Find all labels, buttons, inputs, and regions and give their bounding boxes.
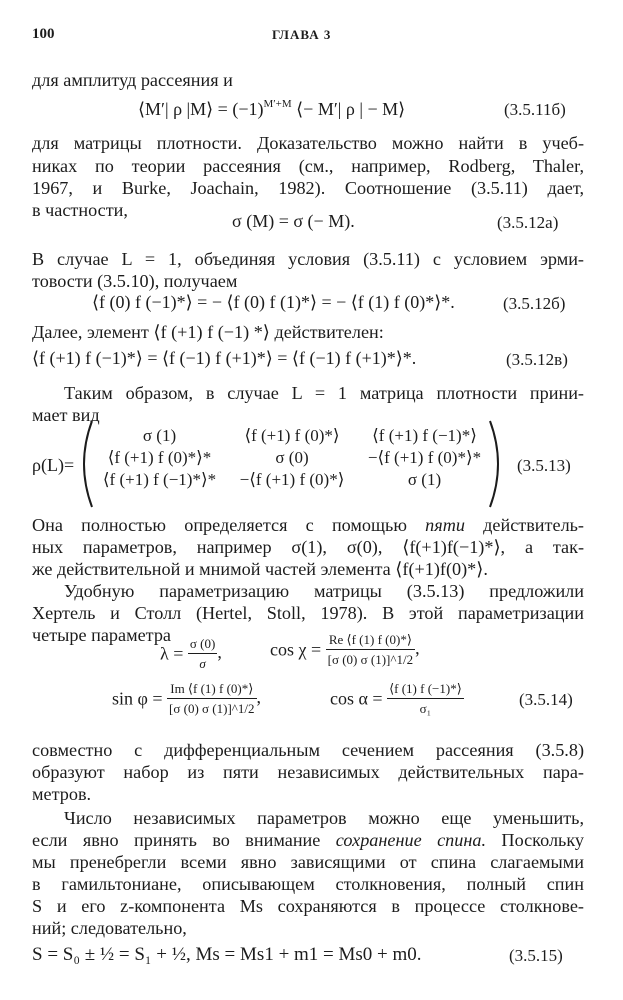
matrix-cell: ⟨f (+1) f (0)*⟩* (107, 448, 212, 467)
page-number: 100 (32, 26, 55, 42)
text-line: Таким образом, в случае L = 1 матрица плотности прини- (64, 383, 584, 403)
equation-number: (3.5.12а) (497, 213, 559, 232)
equation-number: (3.5.14) (519, 690, 573, 709)
matrix-cell: ⟨f (+1) f (−1)*⟩* (102, 470, 217, 489)
matrix-cell: −⟨f (+1) f (0)*⟩ (239, 470, 345, 489)
text-line: же действительной и мнимой частей элемента ⟨f(+1)f(0)*⟩. (32, 559, 488, 579)
equation-number: (3.5.11б) (504, 100, 566, 119)
text-line: мы пренебрегли всеми явно зависящими от спина слагаемыми (32, 852, 584, 872)
text-line: в частности, (32, 200, 128, 220)
text-line: ных параметров, например σ(1), σ(0), ⟨f(+1)f(−1)*⟩, а так- (32, 537, 584, 557)
text-line: S и его z-компонента Ms сохраняются в процессе столкнове- (32, 896, 584, 916)
equation-cos-chi: cos χ = $\frac{Re ⟨f (1) f (0)*⟩}{[\sigma (0) \sigma (1)]\^{}1/2}$ , (270, 632, 420, 667)
matrix-cell: σ (1) (407, 470, 442, 489)
text-line: образуют набор из пяти независимых действительных пара- (32, 762, 584, 782)
equation-3-5-12b: ⟨f (0) f (−1)*⟩ = − ⟨f (0) f (1)*⟩ = − ⟨f (1) f (0)*⟩*. (92, 292, 455, 312)
text-line: в гамильтониане, описывающем столкновения, полный спин (32, 874, 584, 894)
matrix-lhs: ρ(L)= (32, 455, 75, 475)
equation-number: (3.5.12б) (503, 294, 566, 313)
text-line: товости (3.5.10), получаем (32, 271, 238, 291)
text-line: Удобную параметризацию матрицы (3.5.13) предложили (64, 581, 584, 601)
matrix-cell: −⟨f (+1) f (0)*⟩* (367, 448, 482, 467)
density-matrix (92, 425, 492, 491)
text-line: ний; следовательно, (32, 918, 187, 938)
text-line: никах по теории рассеяния (см., например, Rodberg, Thaler, (32, 156, 584, 176)
equation-number: (3.5.13) (517, 456, 571, 475)
equation-3-5-12a: σ (M) = σ (− M). (232, 211, 355, 231)
matrix-cell: σ (1) (142, 426, 177, 445)
right-paren (486, 419, 508, 509)
equation-3-5-11b: ⟨M′| ρ |M⟩ = $(-1)^{M'+M}$ ⟨− M′| ρ | − M⟩ (138, 98, 406, 119)
equation-lambda: λ = $\frac{\sigma (0)}{\sigma}$ , (160, 636, 222, 671)
text-line: четыре параметра (32, 625, 171, 645)
equation-3-5-12v: ⟨f (+1) f (−1)*⟩ = ⟨f (−1) f (+1)*⟩ = ⟨f (−1) f (+1)*⟩*. (32, 348, 417, 368)
text-line: В случае L = 1, объединяя условия (3.5.11) с условием эрми- (32, 249, 584, 269)
text-line: если явно принять во внимание сохранение спина. Поскольку (32, 830, 584, 850)
text-line: Хертель и Столл (Hertel, Stoll, 1978). В этой параметризации (32, 603, 584, 623)
equation-3-5-15: S = S₀ ± ½ = S₁ + ½, Ms = Ms1 + m1 = Ms0 + m0. (32, 944, 422, 965)
text-line: 1967, и Burke, Joachain, 1982). Соотношение (3.5.11) дает, (32, 178, 584, 198)
text-line: мает вид (32, 405, 100, 425)
text-line: для матрицы плотности. Доказательство можно найти в учеб- (32, 133, 584, 153)
equation-cos-alpha: cos α = $\frac{⟨f (1) f (-1)*⟩}{\text{σ₁}}$ (330, 681, 462, 716)
text-line: для амплитуд рассеяния и (32, 70, 233, 90)
matrix-cell: ⟨f (+1) f (0)*⟩ (244, 426, 340, 445)
equation-number: (3.5.15) (509, 946, 563, 965)
text-line: Число независимых параметров можно еще уменьшить, (64, 808, 584, 828)
text-line: совместно с дифференциальным сечением рассеяния (3.5.8) (32, 740, 584, 760)
equation-sin-phi: sin φ = $\frac{Im ⟨f (1) f (0)*⟩}{[\sigma (0) \sigma (1)]\^{}1/2}$ , (112, 681, 261, 716)
text-line: метров. (32, 784, 92, 804)
text-line: Далее, элемент ⟨f (+1) f (−1) *⟩ действителен: (32, 322, 384, 342)
equation-number: (3.5.12в) (506, 350, 568, 369)
running-head: ГЛАВА 3 (272, 27, 332, 42)
text-line: Она полностью определяется с помощью пяти действитель- (32, 515, 584, 535)
matrix-cell: ⟨f (+1) f (−1)*⟩ (372, 426, 477, 445)
matrix-cell: σ (0) (275, 448, 309, 467)
